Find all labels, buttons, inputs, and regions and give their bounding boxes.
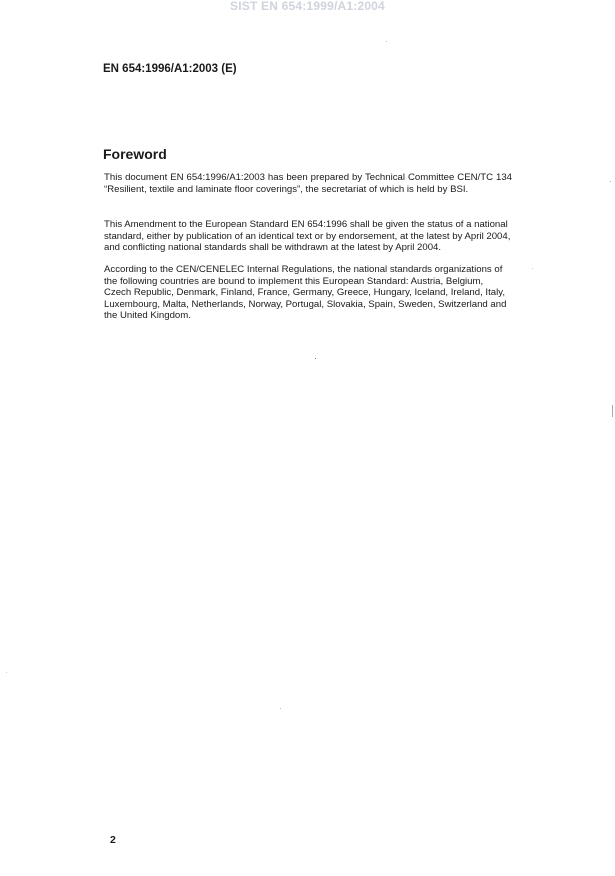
scan-speck xyxy=(532,268,533,269)
scan-speck xyxy=(612,405,613,417)
scan-speck xyxy=(386,41,387,42)
paragraph-countries: According to the CEN/CENELEC Internal Regulations, the national standards organizations of the following countries are bound to implement this European Standard: Austria, Belgium, Czech Republic, Denmark, Finland, France, Germany, Greece, Hungary, Iceland, Ireland, Italy, Luxembourg, Malta, Netherlands, Norway, Portugal, Slovakia, Spain, Sweden, Switzerland and the United Kingdom. xyxy=(104,264,507,322)
scan-speck xyxy=(280,708,281,709)
document-header: EN 654:1996/A1:2003 (E) xyxy=(103,63,237,75)
paragraph-status: This Amendment to the European Standard EN 654:1996 shall be given the status of a national standard, either by publication of an identical text or by endorsement, at the latest by April 2004, and conflicting national standards shall be withdrawn at the latest by April 2004. xyxy=(104,219,511,254)
watermark-text: SIST EN 654:1999/A1:2004 xyxy=(230,0,385,13)
paragraph-preparation: This document EN 654:1996/A1:2003 has been prepared by Technical Committee CEN/TC 134 “Resilient, textile and laminate floor coverings”, the secretariat of which is held by BSI. xyxy=(104,172,512,195)
page-number: 2 xyxy=(110,834,116,846)
scan-speck xyxy=(610,181,611,182)
scan-speck xyxy=(315,358,316,359)
scan-speck xyxy=(6,672,7,673)
section-heading: Foreword xyxy=(103,146,167,162)
